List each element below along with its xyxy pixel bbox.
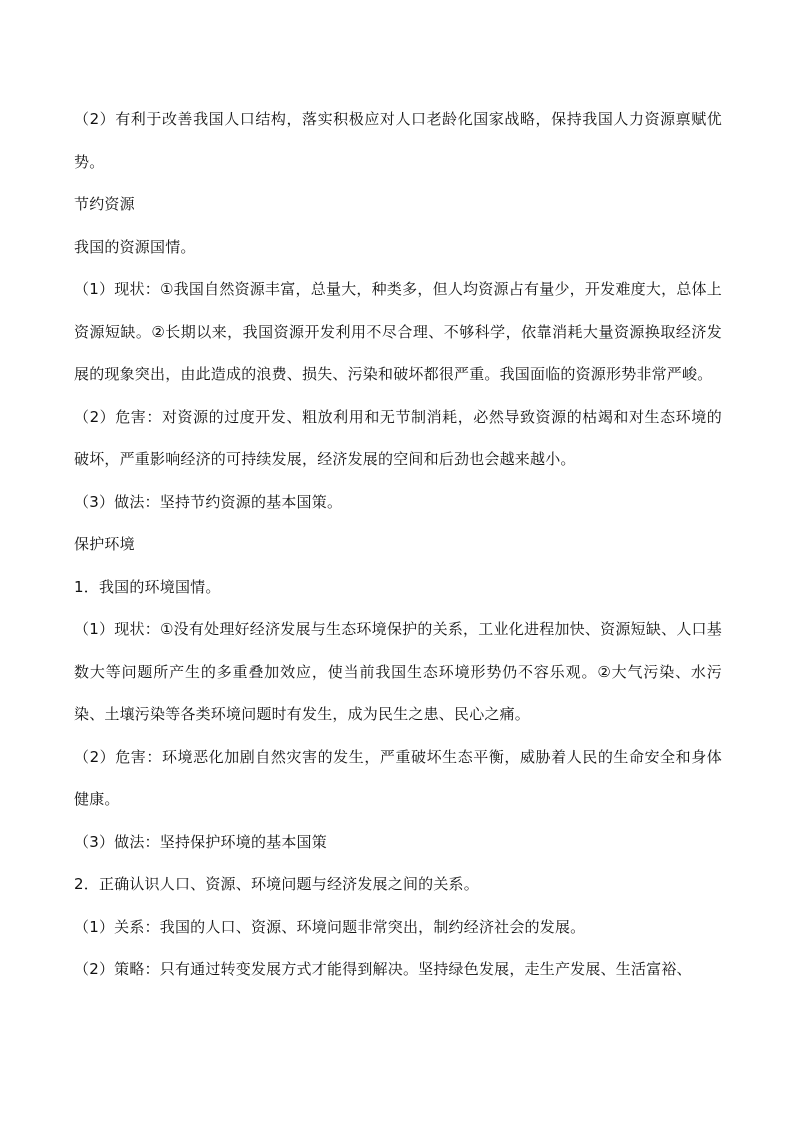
paragraph-relationship: （1）关系：我国的人口、资源、环境问题非常突出，制约经济社会的发展。 bbox=[74, 917, 586, 936]
paragraph-resource-method: （3）做法：坚持节约资源的基本国策。 bbox=[74, 492, 343, 511]
paragraph-strategy: （2）策略：只有通过转变发展方式才能得到解决。坚持绿色发展，走生产发展、生活富裕、 bbox=[74, 960, 692, 978]
document-body bbox=[74, 98, 722, 991]
paragraph-resource-situation: 我国的资源国情。 bbox=[74, 237, 196, 256]
paragraph-environment-harm: （2）危害：环境恶化加剧自然灾害的发生，严重破坏生态平衡，威胁着人民的生命安全和身体健康。 bbox=[74, 747, 722, 808]
paragraph-environment-status: （1）现状：①没有处理好经济发展与生态环境保护的关系，工业化进程加快、资源短缺、人口基数大等问题所产生的多重叠加效应，使当前我国生态环境形势仍不容乐观。②大气污染、水污染、土壤污染等各类环境问题时有发生，成为民生之患、民心之痛。 bbox=[74, 620, 722, 723]
heading-protect-environment: 保护环境 bbox=[74, 535, 135, 553]
paragraph-resource-status: （1）现状：①我国自然资源丰富，总量大，种类多，但人均资源占有量少，开发难度大，总体上资源短缺。②长期以来，我国资源开发利用不尽合理、不够科学，依靠消耗大量资源换取经济发展的现象突出，由此造成的浪费、损失、污染和破坏都很严重。我国面临的资源形势非常严峻。 bbox=[74, 280, 722, 383]
heading-save-resources: 节约资源 bbox=[74, 195, 135, 213]
paragraph-population-structure: （2）有利于改善我国人口结构，落实积极应对人口老龄化国家战略，保持我国人力资源禀赋优势。 bbox=[74, 110, 722, 171]
paragraph-environment-method: （3）做法：坚持保护环境的基本国策 bbox=[74, 832, 327, 851]
paragraph-environment-situation: 1．我国的环境国情。 bbox=[74, 577, 221, 596]
paragraph-relationship-heading: 2．正确认识人口、资源、环境问题与经济发展之间的关系。 bbox=[74, 875, 479, 893]
paragraph-resource-harm: （2）危害：对资源的过度开发、粗放利用和无节制消耗，必然导致资源的枯竭和对生态环境的破坏，严重影响经济的可持续发展，经济发展的空间和后劲也会越来越小。 bbox=[74, 407, 722, 468]
